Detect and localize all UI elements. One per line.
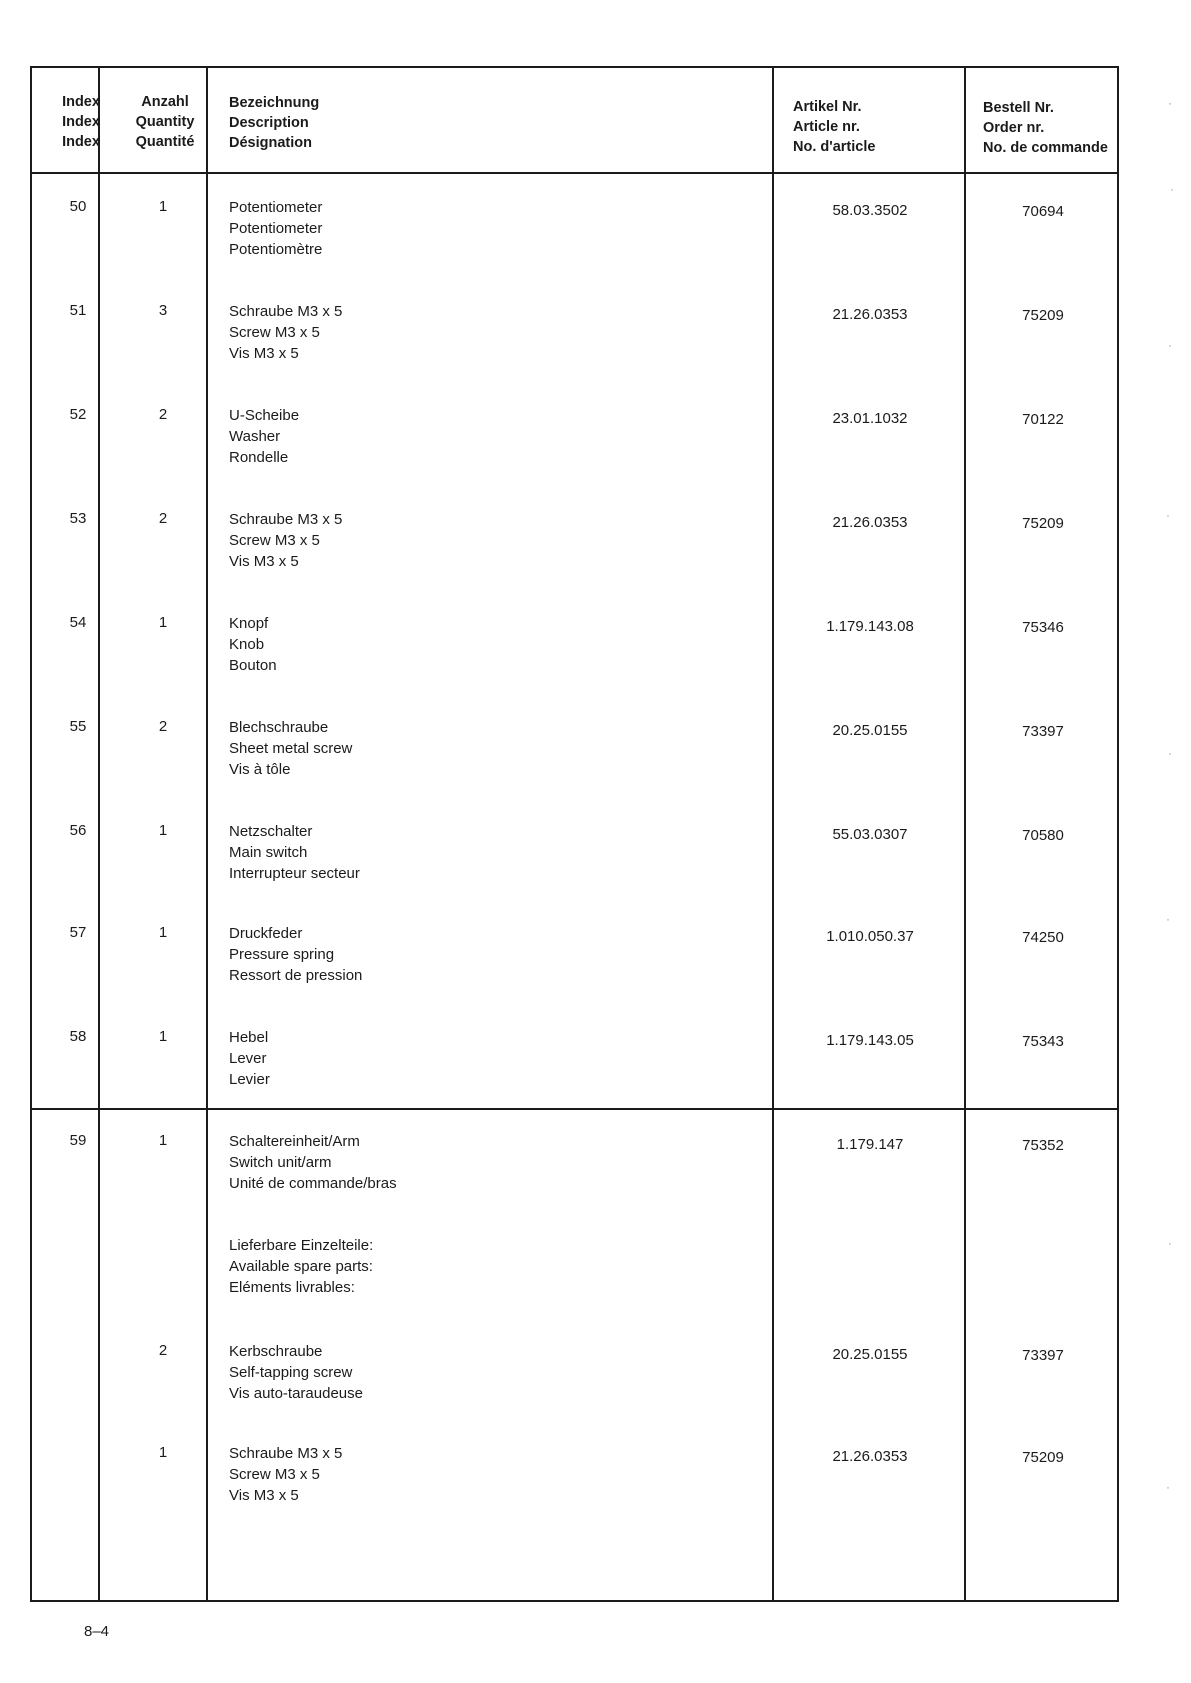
row-description [229, 1443, 342, 1506]
description-line: Screw M3 x 5 [229, 1466, 320, 1483]
header-article: Artikel Nr. Article nr. No. d'article [793, 99, 876, 155]
description-line: Lever [229, 1050, 267, 1067]
description-line: Main switch [229, 844, 308, 861]
description-line: Netzschalter [229, 823, 313, 840]
row-article-number: 58.03.3502 [832, 202, 908, 219]
row-index: 56 [69, 822, 87, 839]
row-index: 55 [69, 718, 87, 735]
description-line: Knopf [229, 615, 269, 632]
row-article-number: 21.26.0353 [832, 306, 908, 323]
row-order-number: 70694 [1022, 203, 1064, 220]
description-line: Lieferbare Einzelteile: [229, 1237, 374, 1254]
description-line: Vis M3 x 5 [229, 553, 299, 570]
page-number: 8–4 [84, 1623, 110, 1640]
row-index: 54 [69, 614, 87, 631]
row-description [229, 197, 322, 260]
header-description: Bezeichnung Description Désignation [229, 95, 320, 151]
description-line: Switch unit/arm [229, 1154, 332, 1171]
description-line: Bouton [229, 657, 277, 674]
description-line: Schraube M3 x 5 [229, 511, 343, 528]
description-line: U-Scheibe [229, 407, 300, 424]
row-description [229, 405, 299, 468]
description-line: Levier [229, 1071, 270, 1088]
row-description [229, 1235, 373, 1298]
row-quantity: 2 [158, 1342, 168, 1359]
row-quantity: 2 [158, 406, 168, 423]
row-description [229, 821, 360, 884]
row-index: 53 [69, 510, 87, 527]
description-line: Knob [229, 636, 265, 653]
description-line: Interrupteur secteur [229, 865, 360, 882]
row-index: 50 [69, 198, 87, 215]
description-line: Druckfeder [229, 925, 303, 942]
description-line: Blechschraube [229, 719, 329, 736]
scan-mark: · [1168, 1236, 1172, 1250]
row-quantity: 2 [158, 510, 168, 527]
scan-mark: · [1166, 1480, 1170, 1494]
row-order-number: 74250 [1022, 929, 1064, 946]
row-quantity: 1 [158, 924, 168, 941]
row-order-number: 75346 [1022, 619, 1064, 636]
row-article-number: 20.25.0155 [832, 722, 908, 739]
row-order-number: 75343 [1022, 1033, 1064, 1050]
row-index: 59 [69, 1132, 87, 1149]
column-divider [206, 66, 208, 1602]
row-description [229, 717, 352, 780]
section-divider [30, 1108, 1119, 1110]
row-order-number: 73397 [1022, 1347, 1064, 1364]
row-description [229, 1027, 270, 1090]
scan-mark: · [1168, 746, 1172, 760]
description-line: Pressure spring [229, 946, 335, 963]
row-quantity: 1 [158, 198, 168, 215]
description-line: Eléments livrables: [229, 1279, 355, 1296]
row-index: 51 [69, 302, 87, 319]
description-line: Vis à tôle [229, 761, 291, 778]
description-line: Schraube M3 x 5 [229, 303, 343, 320]
row-article-number: 21.26.0353 [832, 514, 908, 531]
description-line: Sheet metal screw [229, 740, 353, 757]
header-order: Bestell Nr. Order nr. No. de commande [983, 100, 1108, 156]
row-order-number: 70580 [1022, 827, 1064, 844]
description-line: Unité de commande/bras [229, 1175, 397, 1192]
header-index: Index Index Index [62, 94, 100, 150]
row-order-number: 75209 [1022, 1449, 1064, 1466]
row-article-number: 1.010.050.37 [826, 928, 914, 945]
row-description [229, 509, 342, 572]
description-line: Rondelle [229, 449, 289, 466]
row-description [229, 1341, 363, 1404]
header-quantity: Anzahl Quantity Quantité [135, 94, 195, 150]
row-quantity: 1 [158, 614, 168, 631]
header-divider [30, 172, 1119, 174]
description-line: Potentiometer [229, 220, 323, 237]
description-line: Ressort de pression [229, 967, 363, 984]
row-index: 52 [69, 406, 87, 423]
description-line: Schaltereinheit/Arm [229, 1133, 360, 1150]
row-quantity: 2 [158, 718, 168, 735]
row-index: 57 [69, 924, 87, 941]
description-line: Vis M3 x 5 [229, 1487, 299, 1504]
row-quantity: 3 [158, 302, 168, 319]
row-article-number: 55.03.0307 [832, 826, 908, 843]
description-line: Screw M3 x 5 [229, 324, 320, 341]
row-quantity: 1 [158, 1028, 168, 1045]
scan-mark: · [1168, 338, 1172, 352]
row-order-number: 75352 [1022, 1137, 1064, 1154]
scan-mark: · [1166, 912, 1170, 926]
description-line: Washer [229, 428, 281, 445]
row-article-number: 20.25.0155 [832, 1346, 908, 1363]
scan-mark: · [1166, 508, 1170, 522]
description-line: Potentiomètre [229, 241, 323, 258]
row-article-number: 1.179.143.08 [826, 618, 914, 635]
row-quantity: 1 [158, 1132, 168, 1149]
description-line: Screw M3 x 5 [229, 532, 320, 549]
description-line: Vis auto-taraudeuse [229, 1385, 363, 1402]
row-quantity: 1 [158, 822, 168, 839]
row-description [229, 301, 342, 364]
row-description [229, 1131, 397, 1194]
description-line: Vis M3 x 5 [229, 345, 299, 362]
row-article-number: 21.26.0353 [832, 1448, 908, 1465]
row-quantity: 1 [158, 1444, 168, 1461]
row-index: 58 [69, 1028, 87, 1045]
column-divider [772, 66, 774, 1602]
description-line: Potentiometer [229, 199, 323, 216]
row-order-number: 73397 [1022, 723, 1064, 740]
description-line: Kerbschraube [229, 1343, 323, 1360]
scan-mark: · [1170, 182, 1174, 196]
row-article-number: 1.179.143.05 [826, 1032, 914, 1049]
row-article-number: 1.179.147 [836, 1136, 904, 1153]
row-order-number: 75209 [1022, 515, 1064, 532]
description-line: Available spare parts: [229, 1258, 373, 1275]
description-line: Self-tapping screw [229, 1364, 353, 1381]
row-description [229, 923, 362, 986]
row-article-number: 23.01.1032 [832, 410, 908, 427]
description-line: Hebel [229, 1029, 269, 1046]
scan-mark: · [1168, 96, 1172, 110]
description-line: Schraube M3 x 5 [229, 1445, 343, 1462]
row-order-number: 70122 [1022, 411, 1064, 428]
row-order-number: 75209 [1022, 307, 1064, 324]
row-description [229, 613, 277, 676]
column-divider [964, 66, 966, 1602]
